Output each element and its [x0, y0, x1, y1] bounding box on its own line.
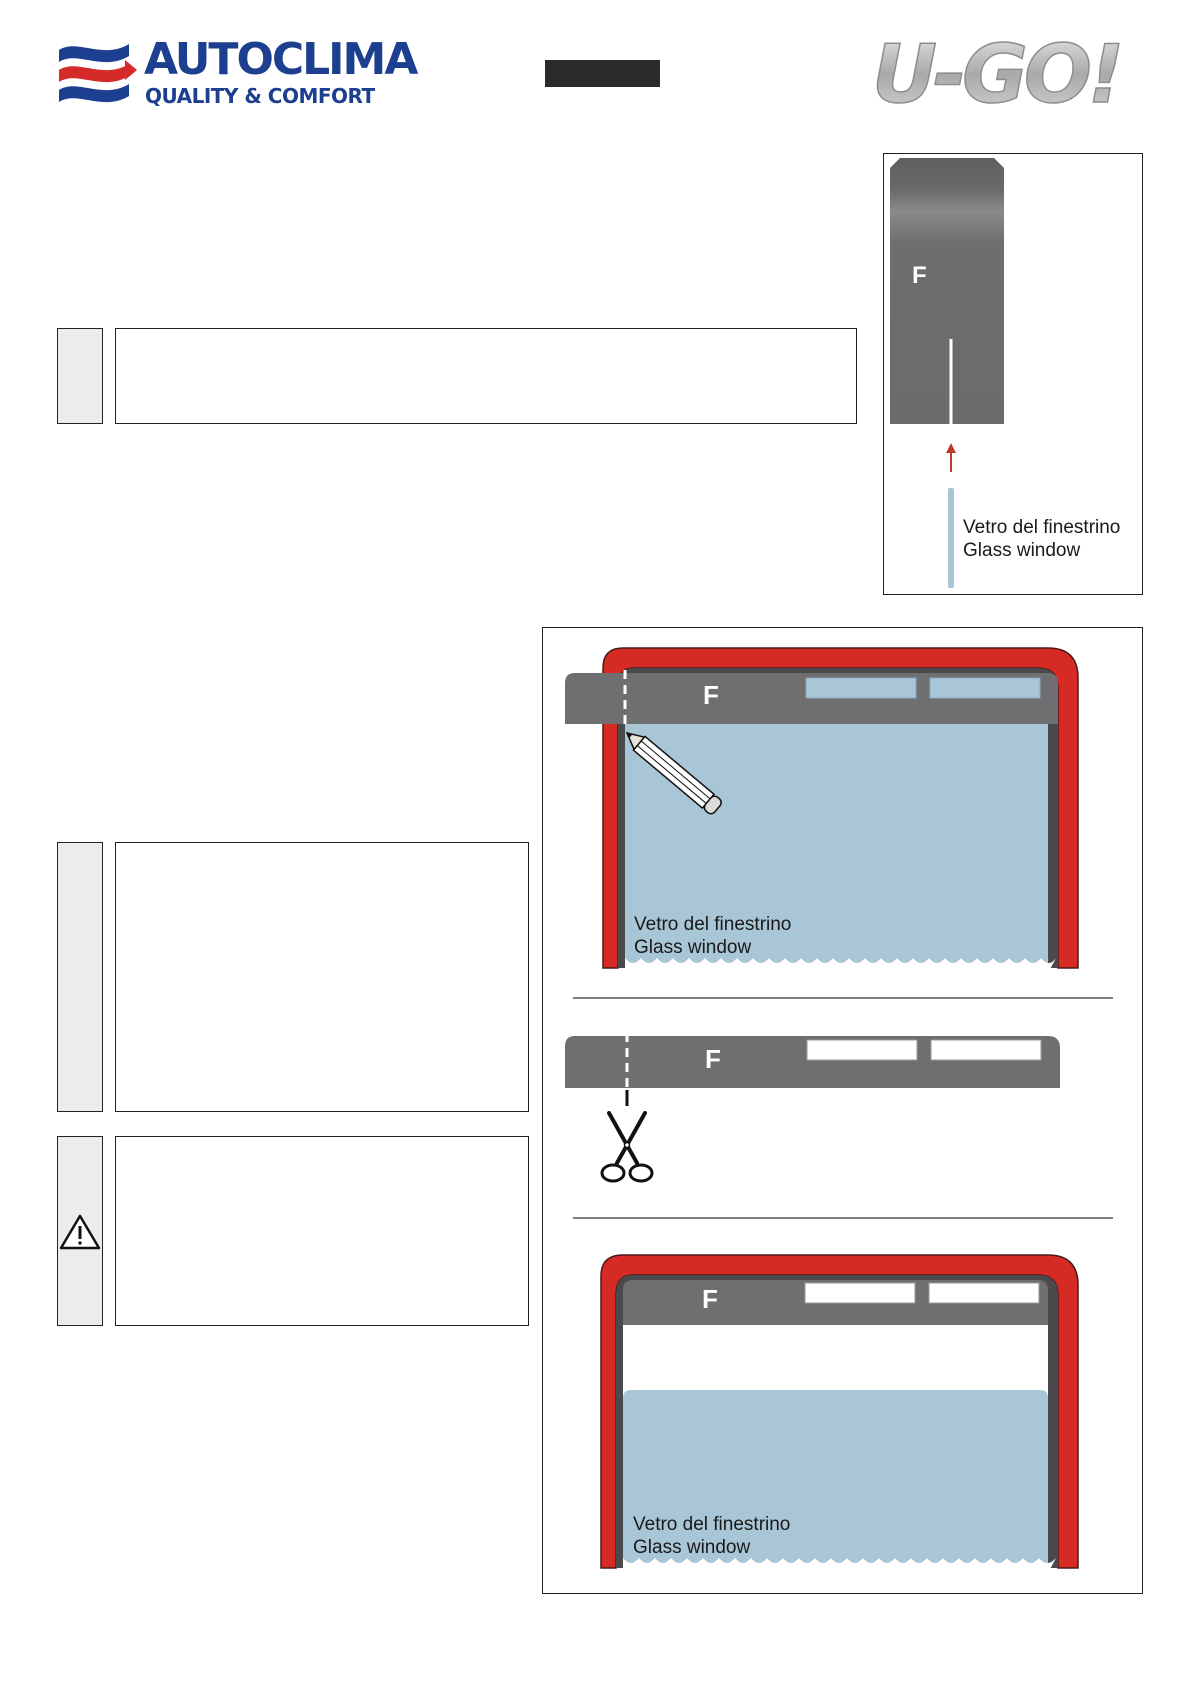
autoclima-waves-icon: [57, 36, 137, 112]
step2-part-marker: F: [705, 1044, 721, 1074]
glass-label-it: Vetro del finestrino: [963, 517, 1121, 538]
profile-clip: [929, 1283, 1039, 1303]
brand-name: AUTOCLIMA: [144, 34, 417, 85]
ugo-logo-text: U-GO!: [872, 34, 1121, 114]
step3-label-it: Vetro del finestrino: [633, 1514, 791, 1535]
step3-label-en: Glass window: [633, 1537, 751, 1558]
brand-tagline: QUALITY & COMFORT: [145, 84, 375, 108]
step1-label-en: Glass window: [634, 937, 752, 958]
profile-clip: [930, 678, 1040, 698]
figure-steps-illustration: [543, 628, 1142, 1593]
step1-label-it: Vetro del finestrino: [634, 914, 792, 935]
header-redaction-bar: [545, 60, 660, 87]
arrow-head: [946, 443, 956, 453]
warning-side-tab: [57, 1136, 103, 1326]
autoclima-logo: [57, 34, 417, 112]
note-side-tab: [57, 328, 103, 424]
glass-label-en: Glass window: [963, 540, 1081, 561]
step2-group: [565, 1033, 1060, 1181]
profile-body: [890, 158, 1004, 424]
figure-top-frame: [883, 153, 1143, 595]
profile-clip: [931, 1040, 1041, 1060]
profile-clip: [806, 678, 916, 698]
profile-clip: [807, 1040, 917, 1060]
glass-window-edge: [948, 488, 954, 588]
note-box-warning: [115, 1136, 529, 1326]
note-box-middle: [115, 842, 529, 1112]
part-marker-f: F: [912, 262, 927, 289]
scissors-icon: [602, 1113, 652, 1181]
note-side-tab: [57, 842, 103, 1112]
step3-part-marker: F: [702, 1284, 718, 1314]
profile-clip: [805, 1283, 915, 1303]
ugo-logo-graphic: [870, 34, 1150, 114]
note-box-top: [115, 328, 857, 424]
warning-triangle-icon: [58, 1212, 102, 1252]
step1-part-marker: F: [703, 680, 719, 710]
ugo-product-logo: [870, 34, 1150, 114]
figure-steps-frame: [542, 627, 1143, 1594]
